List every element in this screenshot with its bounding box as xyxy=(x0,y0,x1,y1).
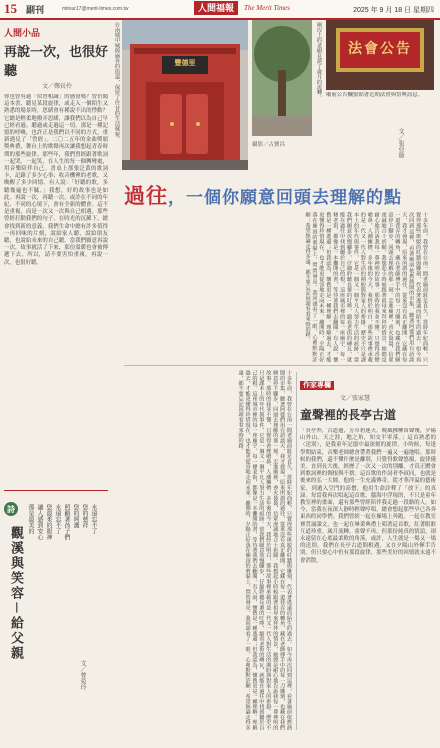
article-body: 你也曾有過「似曾相識」的感覺嗎？曾仍聞這本書、聽見某段旋律，或走入一個陌生又熟悉的場景時，思緒會有種說不出的悸動？它總是輕柔地撥弄思緒，讓我們以為自己早已經看過、聽過或走過這一切。那是一種記憶的呼喚，也許正是我們以不同的方式，重新遇見了「曾經」。二〇二五年的金曲獎頒獎典禮，舞台上的歌聲再次讓我想起青春時期的那些旋律。那些年，我們曾經跟著歌詞一起哭、一起笑，在人生的每一個轉彎處，用音樂陪伴自己。書桌上那張泛黃的歌詞卡，記錄了多少心事；收音機裡的老歌，又喚醒了多少回憶。有人說：「好聽的歌，多聽幾遍也不膩。」我想，好的故事也是如此。再說一次，再聽一次，或許在不同的年紀、不同的心境下，會有全新的體會。這不是重複，而是一次又一次與自己相遇。那些曾經打動我們的句子，在時光的沉澱下，總會找到新的意義。我們生命中總有許多值得一再回味的片刻，說給家人聽，說給朋友聽，也說給未來的自己聽。當我們願意再說一次，故事就活了下來，那份溫暖也會被傳遞下去。所以，請不要害怕重複。再說一次，也很好聽。 xyxy=(4,94,108,266)
newspaper-logo: 人間福報 xyxy=(194,1,238,15)
poem-section xyxy=(4,500,108,728)
poem-line: 讓人感到安心 xyxy=(36,504,43,540)
photo-credit: 攝影／古寶昌 xyxy=(252,142,286,148)
article-byline: 文／鄭長伶 xyxy=(42,83,73,90)
feature-title xyxy=(124,180,436,210)
notice-sign-text: 法會公告 xyxy=(348,41,412,57)
poem-line: 您的慈祥 xyxy=(81,504,88,528)
temple-gate-illustration xyxy=(122,20,248,170)
notice-photo xyxy=(326,20,434,90)
article-body: 「長亭外，古道邊，芳草碧連天。晚風拂柳笛聲殘，夕陽山外山。天之涯，地之角，知交半零落。」這首熟悉的〈送別〉，是我童年記憶中最深刻的旋律。小時候，每逢學期結束，音樂老師總會帶著我們一遍又一遍地唱。那時候的我們，還不懂什麼是離別，只覺得歌聲悠揚，旋律優美。直到長大後，經歷了一次又一次的別離，才真正體會到歌詞裡的惆悵與不捨。這首歌的作詞者李叔同，也就是後來的弘一大師，他的一生充滿傳奇。從才華洋溢的藝術家，到遁入空門的高僧，他用生命詮釋了「放下」的真諦。每當我再次唱起這首歌，腦海中浮現的，不只是童年教室裡的畫面，還有那些曾經陪伴我走過一段路的人。如今，當我在夜深人靜時輕聲哼唱，總會想起那些早已各奔東西的同學們。我們曾經一起在操場上奔跑，一起在教室裡背誦課文，也一起在畢業典禮上唱著這首歌，紅著眼眶互道珍重。歲月流轉，童聲不再，但那份純真的情誼，卻永遠留在心底最柔軟的角落。或許，人生就是一場又一場的送別。我們在長亭古道間相遇，又在夕陽山外揮手告別。但只要心中仍有那段旋律，那些美好的回憶就永遠不會消散。 xyxy=(300,428,436,564)
left-column xyxy=(4,26,108,479)
poem-line: 永遠忘不了 xyxy=(90,504,97,534)
poem-line: 照顧著孩子們 xyxy=(63,504,70,540)
feature-title-emphasis: 過往 xyxy=(124,183,168,208)
temple-signboard: 豐德里 xyxy=(174,58,196,67)
article-headline: 再說一次，也很好聽 xyxy=(4,45,109,79)
temple-photo xyxy=(122,20,248,170)
column-tag: 作家專欄 xyxy=(300,381,334,390)
poem-line: 永遠忘不了 xyxy=(54,504,61,534)
column-tag: 人間小品 xyxy=(4,28,41,38)
feature-byline: 文／張亞璇 xyxy=(397,128,404,158)
feature-title-rest: ，一個你願意回頭去理解的點 xyxy=(168,188,402,208)
page-number: 15 xyxy=(4,1,17,16)
poem-byline: 文／曾菀玲 xyxy=(79,660,86,690)
poem-title: 觀溪與笑容－給父親 xyxy=(8,526,23,662)
old-tree-illustration xyxy=(252,20,312,136)
poem-line: 您溫柔的眼神 xyxy=(45,504,52,540)
tree-photo xyxy=(252,20,312,136)
photo-caption: 廟埕上的老樹見證了歲月的流轉。 xyxy=(316,22,322,100)
poem-line: 那是最美的 xyxy=(27,504,34,534)
newspaper-english-name: The Merit Times xyxy=(244,4,290,12)
column-divider xyxy=(124,365,428,366)
feature-body-lower: 十多年前，我曾在台南一間老廟前駐足良久。當時年紀尚輕，只覺得那些斑駁的紅牆與雕刻，代表著遙遠而陌生的過去。如今再次回到這裡，看著廟前依舊熱鬧的市集，聽著阿婆們用台語談天，我才發現，原來所謂的過往，從來沒有真正離開。它藏在每一道巷弄的轉角，藏在老師傅手中的每一刀雕刻，也藏在我們願意停下腳步、回頭去理解的那一刻。走進廟裡，香火裊裊，信眾虔誠地合十祈願。我想起小時候跟著祖母來拜拜的情景，她總是耐心地告訴我每一尊神明的故事。那時的我並不懂，只覺得香煙嗆鼻，人潮擁擠。多年後的今天，我終於明白，那些故事裡承載的是一代又一代人對生活的期盼與對家人的牽掛。歷史不只是課本上的年代與事件，它是一個又一個平凡人努力生活的痕跡。當我們願意放慢腳步，仔細聆聽長輩的叮嚀，細看老街的磚瓦，就能在過往中找到屬於自己的根。這座城市裡的每一座廟宇、每一條老街，都像是一本攤開的書，等待著我們去翻閱。有人說，懷舊是一種逃避；但我認為，懷舊更是一種理解。理解過去，才能更懂得珍惜現在，也才能更從容地走向未來。離開時，夕陽正好落在廟頂的剪黏上，閃閃發亮。我回頭看了一眼，心裡默默許願：希望無論走得多遠，都不要忘記回頭看看來時的路。 xyxy=(237,370,292,730)
photo-caption: 廟前公告欄張貼著近期法會與祭典訊息。 xyxy=(326,92,424,98)
poem-line: 您的呵護 xyxy=(72,504,79,528)
poem-tag: 詩 xyxy=(4,502,18,516)
section-name: 副刊 xyxy=(26,5,45,15)
poem-body xyxy=(26,504,98,709)
photo-caption: 台南城中城隍廟外的街道，保留了往昔的生活樣貌。 xyxy=(114,22,120,142)
issue-date: 2025 年 9 月 18 日 星期四 xyxy=(353,7,434,14)
section-email: mitour17@merit-times.com.tw xyxy=(62,6,129,12)
article-headline: 童聲裡的長亭古道 xyxy=(300,408,397,422)
article-byline: 文／張家慧 xyxy=(340,395,371,402)
right-article xyxy=(300,372,436,748)
feature-body-upper: 十多年前，我曾在台南一間老廟前駐足良久。當時年紀尚輕，只覺得那些斑駁的紅牆與雕刻，代表著遙遠而陌生的過去。如今再次回到這裡，看著廟前依舊熱鬧的市集，聽著阿婆們用台語談天，我才發現，原來所謂的過往，從來沒有真正離開。它藏在每一道巷弄的轉角，藏在老師傅手中的每一刀雕刻，也藏在我們願意停下腳步、回頭去理解的那一刻。走進廟裡，香火裊裊，信眾虔誠地合十祈願。我想起小時候跟著祖母來拜拜的情景，她總是耐心地告訴我每一尊神明的故事。那時的我並不懂，只覺得香煙嗆鼻，人潮擁擠。多年後的今天，我終於明白，那些故事裡承載的是一代又一代人對生活的期盼與對家人的牽掛。歷史不只是課本上的年代與事件，它是一個又一個平凡人努力生活的痕跡。當我們願意放慢腳步，仔細聆聽長輩的叮嚀，細看老街的磚瓦，就能在過往中找到屬於自己的根。這座城市裡的每一座廟宇、每一條老街，都像是一本攤開的書，等待著我們去翻閱。有人說，懷舊是一種逃避；但我認為，懷舊更是一種理解。理解過去，才能更懂得珍惜現在，也才能更從容地走向未來。離開時，夕陽正好落在廟頂的剪黏上，閃閃發亮。我回頭看了一眼，心裡默默許願：希望無論走得多遠，都不要忘記回頭看看來時的路。 xyxy=(304,212,428,362)
column-divider xyxy=(296,372,297,730)
section-divider xyxy=(4,490,108,491)
